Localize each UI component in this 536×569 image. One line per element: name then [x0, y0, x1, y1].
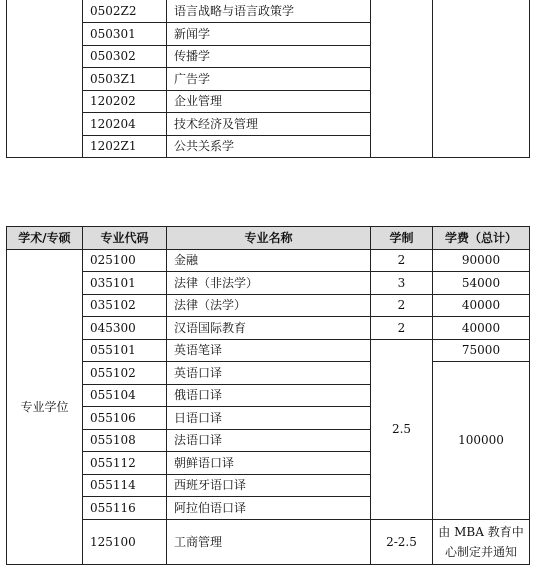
major-name-cell: 公共关系学: [167, 135, 371, 158]
table-row: [7, 272, 530, 295]
header-name: 专业名称: [167, 227, 371, 250]
category-cell: 专业学位: [7, 249, 83, 564]
major-name-cell: 企业管理: [167, 90, 371, 113]
major-name-cell: 语言战略与语言政策学: [167, 0, 371, 23]
major-name-cell: 法语口译: [167, 429, 371, 452]
major-code-cell: 120202: [83, 90, 167, 113]
major-code-cell: 125100: [83, 519, 167, 564]
category-cell: [7, 0, 83, 158]
fee-cell: 54000: [433, 272, 530, 295]
major-code-cell: 045300: [83, 317, 167, 340]
header-code: 专业代码: [83, 227, 167, 250]
major-name-cell: 俄语口译: [167, 384, 371, 407]
major-code-cell: 035102: [83, 294, 167, 317]
major-name-cell: 技术经济及管理: [167, 113, 371, 136]
translation-duration-cell: 2.5: [371, 339, 433, 519]
major-code-cell: 050302: [83, 45, 167, 68]
major-name-cell: 广告学: [167, 68, 371, 91]
major-code-cell: 055112: [83, 452, 167, 475]
major-table-top: [6, 0, 530, 158]
major-code-cell: 0502Z2: [83, 0, 167, 23]
duration-cell: [371, 0, 433, 158]
major-name-cell: 工商管理: [167, 519, 371, 564]
major-code-cell: 055102: [83, 362, 167, 385]
header-type: 学术/专硕: [7, 227, 83, 250]
duration-cell: 2: [371, 294, 433, 317]
fee-cell: 90000: [433, 249, 530, 272]
header-fee: 学费（总计）: [433, 227, 530, 250]
major-code-cell: 055104: [83, 384, 167, 407]
major-name-cell: 西班牙语口译: [167, 474, 371, 497]
fee-cell: [433, 0, 530, 158]
duration-cell: 2: [371, 317, 433, 340]
major-name-cell: 英语笔译: [167, 339, 371, 362]
major-code-cell: 055108: [83, 429, 167, 452]
major-name-cell: 法律（法学）: [167, 294, 371, 317]
table-row: [7, 362, 530, 385]
fee-cell: 40000: [433, 317, 530, 340]
major-code-cell: 0503Z1: [83, 68, 167, 91]
major-code-cell: 055114: [83, 474, 167, 497]
duration-cell: 3: [371, 272, 433, 295]
table-row: [7, 0, 530, 23]
major-name-cell: 传播学: [167, 45, 371, 68]
major-name-cell: 法律（非法学）: [167, 272, 371, 295]
major-code-cell: 120204: [83, 113, 167, 136]
table-header-row: [7, 227, 530, 250]
major-name-cell: 阿拉伯语口译: [167, 497, 371, 520]
fee-cell: 40000: [433, 294, 530, 317]
major-name-cell: 朝鲜语口译: [167, 452, 371, 475]
table-row: [7, 317, 530, 340]
table-row: [7, 294, 530, 317]
major-code-cell: 035101: [83, 272, 167, 295]
interpretation-fee-cell: 100000: [433, 362, 530, 520]
major-name-cell: 金融: [167, 249, 371, 272]
major-name-cell: 汉语国际教育: [167, 317, 371, 340]
major-name-cell: 日语口译: [167, 407, 371, 430]
major-code-cell: 055106: [83, 407, 167, 430]
fee-note-cell: 由 MBA 教育中心制定并通知: [433, 519, 530, 564]
major-table-professional: [6, 226, 530, 565]
table-row: [7, 339, 530, 362]
major-code-cell: 055116: [83, 497, 167, 520]
table-row: [7, 249, 530, 272]
major-name-cell: 英语口译: [167, 362, 371, 385]
fee-cell: 75000: [433, 339, 530, 362]
major-code-cell: 025100: [83, 249, 167, 272]
major-code-cell: 1202Z1: [83, 135, 167, 158]
duration-cell: 2: [371, 249, 433, 272]
major-name-cell: 新闻学: [167, 23, 371, 46]
table-row: [7, 519, 530, 564]
major-code-cell: 050301: [83, 23, 167, 46]
major-code-cell: 055101: [83, 339, 167, 362]
duration-cell: 2-2.5: [371, 519, 433, 564]
header-duration: 学制: [371, 227, 433, 250]
